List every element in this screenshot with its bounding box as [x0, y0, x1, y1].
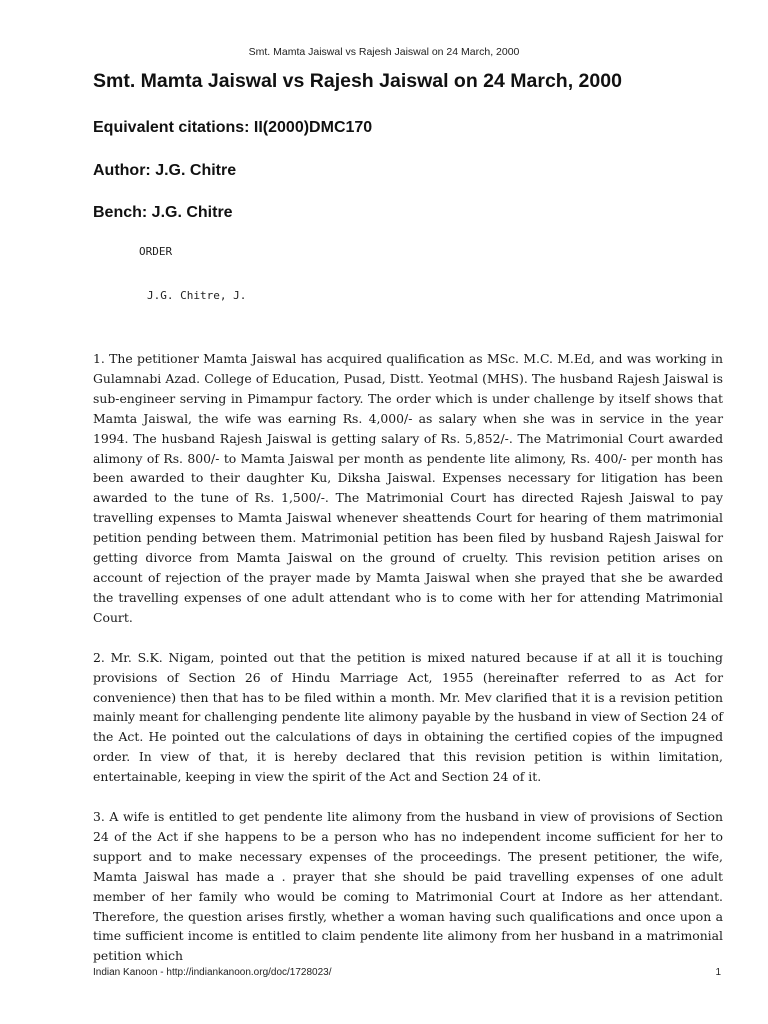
page-number: 1	[715, 967, 721, 978]
paragraph-2: 2. Mr. S.K. Nigam, pointed out that the petition is mixed natured because if at all it is touching provisions of Section 26 of Hindu Marriage Act, 1955 (hereinafter referred to as Act for convenience) then that has to be filed within a month. Mr. Mev clarified that it is a revision petition mainly meant for challenging pendente lite alimony payable by the husband in view of Section 24 of the Act. He pointed out the calculations of days in obtaining the certified copies of the impugned order. In view of that, it is hereby declared that this revision petition is within limitation, entertainable, keeping in view the spirit of the Act and Section 24 of it.	[93, 649, 723, 785]
equivalent-citations: Equivalent citations: II(2000)DMC170	[93, 119, 373, 136]
page-footer	[93, 967, 723, 978]
running-header: Smt. Mamta Jaiswal vs Rajesh Jaiswal on 24 March, 2000	[248, 46, 520, 58]
footer-source-link[interactable]: Indian Kanoon - http://indiankanoon.org/doc/1728023/	[93, 967, 332, 978]
paragraph-1: 1. The petitioner Mamta Jaiswal has acquired qualification as MSc. M.C. M.Ed, and was working in Gulamnabi Azad. College of Education, Pusad, Distt. Yeotmal (MHS). The husband Rajesh Jaiswal is sub-engineer serving in Pimampur factory. The order which is under challenge by itself shows that Mamta Jaiswal, the wife was earning Rs. 4,000/- as salary when she was in service in the year 1994. The husband Rajesh Jaiswal is getting salary of Rs. 5,852/-. The Matrimonial Court awarded alimony of Rs. 800/- to Mamta Jaiswal per month as pendente lite alimony, Rs. 400/- per month has been awarded to their daughter Ku, Diksha Jaiswal. Expenses necessary for litigation has been awarded to the tune of Rs. 1,500/-. The Matrimonial Court has directed Rajesh Jaiswal to pay travelling expenses to Mamta Jaiswal whenever sheattends Court for hearing of them matrimonial petition pending between them. Matrimonial petition has been filed by husband Rajesh Jaiswal for getting divorce from Mamta Jaiswal on the ground of cruelty. This revision petition arises on account of rejection of the prayer made by Mamta Jaiswal when she prayed that she be awarded the travelling expenses of one adult attendant who is to come with her for attending Matrimonial Court.	[93, 351, 723, 625]
paragraph-3: 3. A wife is entitled to get pendente lite alimony from the husband in view of provisions of Section 24 of the Act if she happens to be a person who has no independent income sufficient for her to support and to make necessary expenses of the proceedings. The present petitioner, the wife, Mamta Jaiswal has made a . prayer that she should be paid travelling expenses of one adult member of her family who would be coming to Matrimonial Court at Indore as her attendant. Therefore, the question arises firstly, whether a woman having such qualifications and once upon a time sufficient income is entitled to claim pendente lite alimony from her husband in a matrimonial petition which	[93, 809, 723, 964]
document-body	[93, 68, 723, 966]
page-title: Smt. Mamta Jaiswal vs Rajesh Jaiswal on 24 March, 2000	[93, 70, 622, 92]
order-heading: ORDER	[139, 245, 173, 258]
bench-line: Bench: J.G. Chitre	[93, 204, 233, 221]
author-line: Author: J.G. Chitre	[93, 162, 237, 179]
judge-line: J.G. Chitre, J.	[147, 289, 247, 302]
